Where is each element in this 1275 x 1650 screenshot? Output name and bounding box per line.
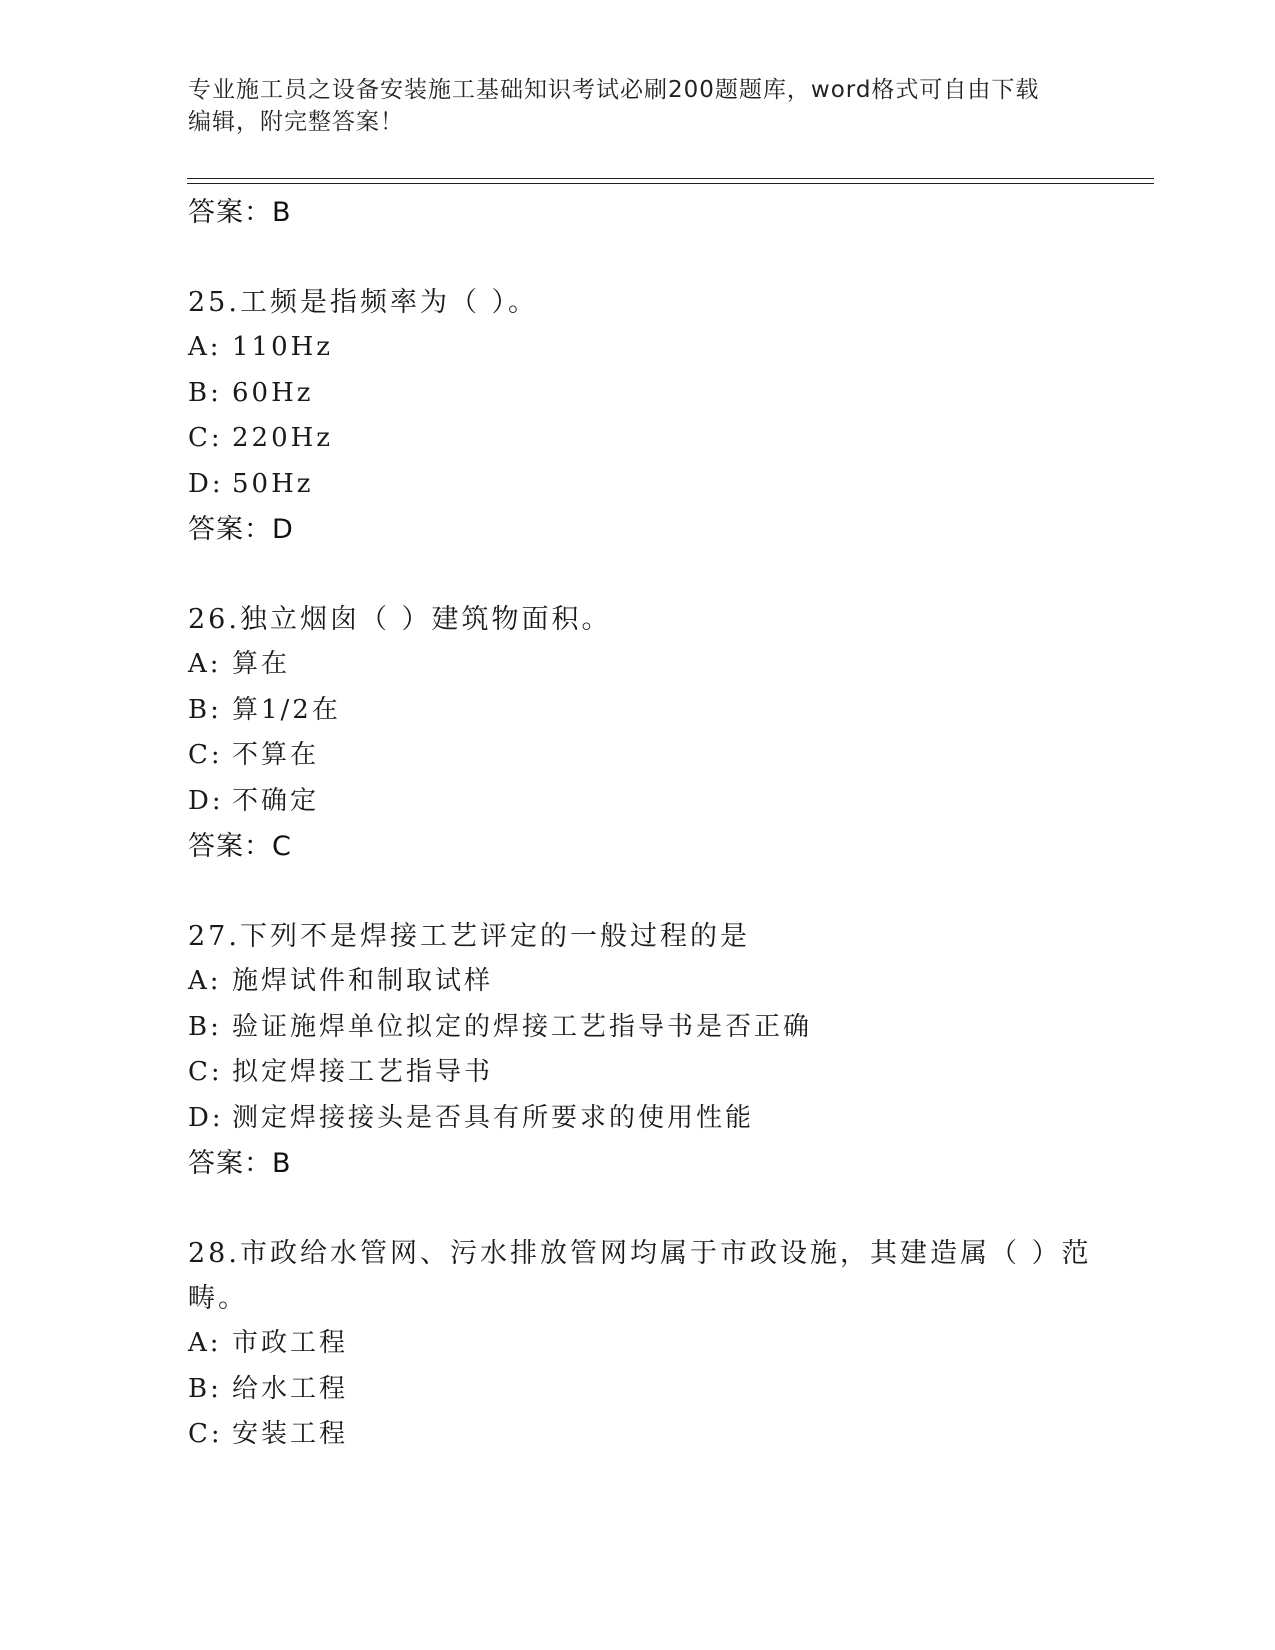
option-a [188, 1321, 1148, 1367]
question-25 [188, 280, 1148, 553]
option-d [188, 779, 1148, 825]
option-text: 安装工程 [232, 1419, 349, 1449]
header-rule-top [187, 178, 1154, 179]
answer-line: 答案：C [188, 831, 292, 862]
option-text: 110Hz [232, 332, 333, 362]
question-stem: 28.市政给水管网、污水排放管网均属于市政设施，其建造属（ ）范畴。 [188, 1238, 1092, 1314]
option-letter: A: [188, 1328, 222, 1358]
question-stem: 27.下列不是焊接工艺评定的一般过程的是 [188, 921, 750, 952]
option-text: 市政工程 [232, 1328, 349, 1358]
question-stem: 25.工频是指频率为（ ）。 [188, 287, 539, 318]
option-d [188, 462, 1148, 508]
option-letter: B: [188, 694, 222, 725]
header-rule-bottom [187, 183, 1154, 184]
option-a [188, 959, 1148, 1005]
question-27 [188, 914, 1148, 1187]
option-letter: B: [188, 1373, 222, 1404]
option-text: 不算在 [232, 740, 320, 770]
option-letter: D: [188, 785, 224, 816]
option-text: 给水工程 [232, 1373, 349, 1404]
option-c [188, 733, 1148, 779]
option-b [188, 1005, 1148, 1051]
option-letter: D: [188, 1102, 224, 1133]
option-b [188, 1367, 1148, 1413]
option-text: 验证施焊单位拟定的焊接工艺指导书是否正确 [232, 1011, 813, 1042]
question-26 [188, 597, 1148, 870]
option-text: 算1/2在 [232, 694, 341, 725]
option-c [188, 1050, 1148, 1096]
option-text: 220Hz [232, 423, 333, 453]
option-c [188, 416, 1148, 462]
option-letter: B: [188, 1011, 222, 1042]
option-text: 不确定 [232, 785, 320, 816]
answer-line: 答案：B [188, 197, 292, 228]
option-letter: A: [188, 966, 222, 996]
option-letter: C: [188, 1419, 223, 1449]
option-a [188, 325, 1148, 371]
option-text: 算在 [232, 649, 291, 679]
option-letter: C: [188, 1057, 223, 1087]
option-letter: D: [188, 468, 224, 499]
option-text: 50Hz [232, 468, 314, 499]
option-letter: A: [188, 332, 222, 362]
option-a [188, 642, 1148, 688]
question-stem: 26.独立烟囱（ ）建筑物面积。 [188, 604, 612, 635]
option-letter: A: [188, 649, 222, 679]
option-letter: B: [188, 377, 222, 408]
option-d [188, 1096, 1148, 1142]
header-line-1: 专业施工员之设备安装施工基础知识考试必刷200题题库，word格式可自由下载 [188, 77, 1040, 103]
option-b [188, 688, 1148, 734]
document-header [188, 74, 1088, 138]
option-letter: C: [188, 423, 223, 453]
header-line-2: 编辑，附完整答案！ [188, 109, 404, 135]
option-text: 60Hz [232, 377, 314, 408]
answer-line: 答案：D [188, 514, 294, 545]
question-28 [188, 1231, 1148, 1458]
option-text: 测定焊接接头是否具有所要求的使用性能 [232, 1102, 755, 1133]
answer-line: 答案：B [188, 1148, 292, 1179]
option-c [188, 1412, 1148, 1458]
option-text: 拟定焊接工艺指导书 [232, 1057, 494, 1087]
option-letter: C: [188, 740, 223, 770]
question-list [188, 190, 1148, 1458]
option-text: 施焊试件和制取试样 [232, 966, 494, 996]
option-b [188, 371, 1148, 417]
